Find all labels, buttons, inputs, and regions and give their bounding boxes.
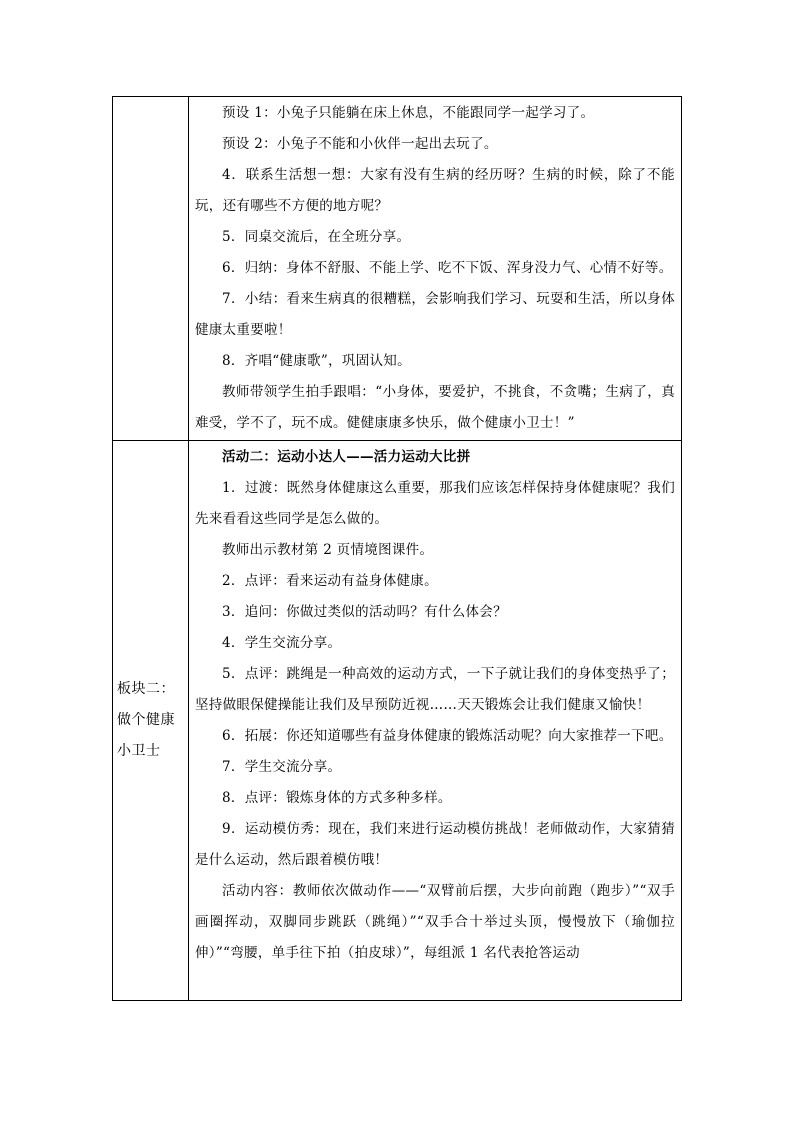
paragraph: 4．联系生活想一想：大家有没有生病的经历呀？生病的时候，除了不能玩，还有哪些不方便的地方呢？	[195, 167, 675, 214]
paragraph: 活动内容：教师依次做动作——“双臂前后摆，大步向前跑（跑步）”“双手画圈挥动，双脚同步跳跃（跳绳）”“双手合十举过头顶，慢慢放下（瑜伽拉伸）”“弯腰，单手往下拍（拍皮球）”，每组派 1 名代表抢答运动	[195, 883, 675, 961]
activity-heading: 活动二：运动小达人——活力运动大比拼	[222, 449, 471, 465]
table-row	[113, 441, 682, 1001]
lesson-plan-table	[112, 96, 682, 1001]
paragraph: 4．学生交流分享。	[222, 635, 342, 651]
paragraph: 2．点评：看来运动有益身体健康。	[222, 573, 438, 589]
section-label: 板块二：做个健康小卫士	[117, 681, 175, 759]
section-content	[189, 97, 681, 439]
section-label-cell	[113, 97, 189, 441]
paragraph: 教师出示教材第 2 页情境图课件。	[222, 542, 434, 558]
paragraph: 5．点评：跳绳是一种高效的运动方式，一下子就让我们的身体变热乎了；坚持做眼保健操能让我们及早预防近视……天天锻炼会让我们健康又愉快！	[195, 666, 675, 713]
paragraph: 8．齐唱“健康歌”，巩固认知。	[222, 353, 411, 369]
paragraph: 预设 1：小兔子只能躺在床上休息，不能跟同学一起学习了。	[222, 105, 595, 121]
section-label-cell	[113, 441, 189, 1001]
table-row	[113, 97, 682, 441]
paragraph: 6．归纳：身体不舒服、不能上学、吃不下饭、浑身没力气、心情不好等。	[222, 260, 673, 276]
section-content-cell	[189, 97, 682, 441]
paragraph: 8．点评：锻炼身体的方式多种多样。	[222, 790, 452, 806]
paragraph: 3．追问：你做过类似的活动吗？有什么体会？	[222, 604, 507, 620]
section-content-cell	[189, 441, 682, 1001]
paragraph: 7．学生交流分享。	[222, 759, 342, 775]
paragraph: 预设 2：小兔子不能和小伙伴一起出去玩了。	[222, 136, 498, 152]
section-content	[189, 441, 681, 969]
paragraph: 5．同桌交流后，在全班分享。	[222, 229, 411, 245]
paragraph: 9．运动模仿秀：现在，我们来进行运动模仿挑战！老师做动作，大家猜猜是什么运动，然后跟着模仿哦！	[195, 821, 675, 868]
paragraph: 6．拓展：你还知道哪些有益身体健康的锻炼活动呢？向大家推荐一下吧。	[222, 728, 673, 744]
paragraph: 1．过渡：既然身体健康这么重要，那我们应该怎样保持身体健康呢？我们先来看看这些同学是怎么做的。	[195, 480, 675, 527]
paragraph: 7．小结：看来生病真的很糟糕，会影响我们学习、玩耍和生活，所以身体健康太重要啦！	[195, 291, 675, 338]
paragraph: 教师带领学生拍手跟唱：“小身体，要爱护，不挑食，不贪嘴；生病了，真难受，学不了，玩不成。健健康康多快乐，做个健康小卫士！”	[195, 384, 675, 431]
